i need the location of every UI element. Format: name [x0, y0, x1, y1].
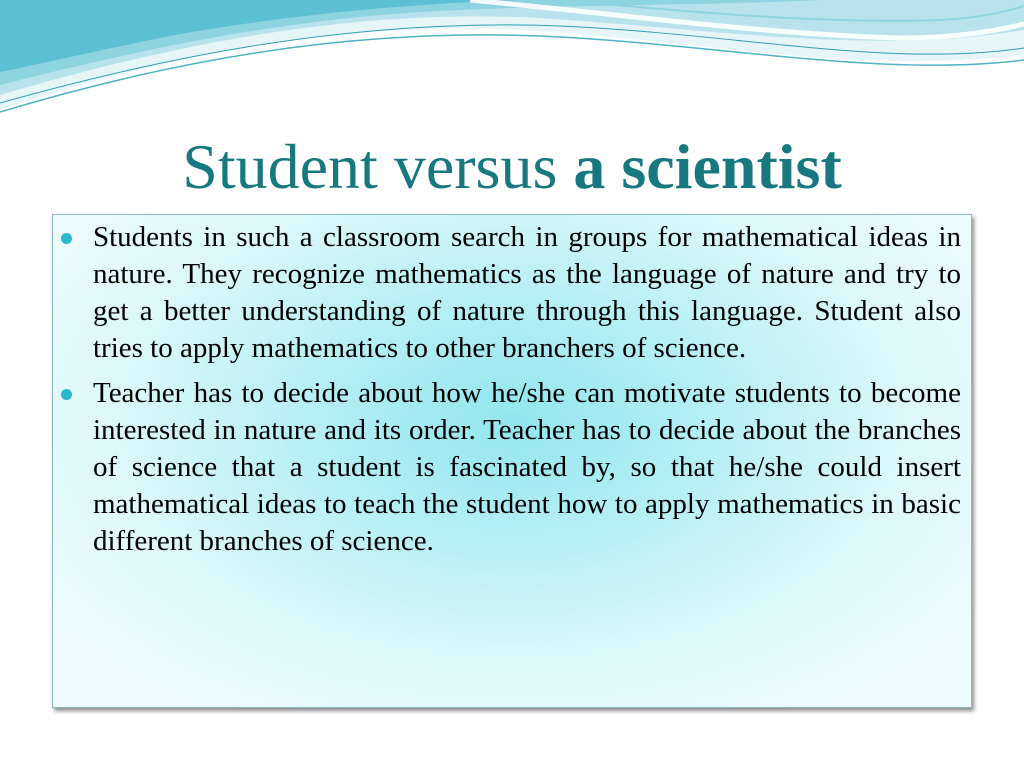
content-box	[52, 214, 972, 708]
bullet-icon	[61, 233, 72, 244]
bullet-item-students	[93, 219, 961, 367]
bullet-text-students: Students in such a classroom search in groups for mathematical ideas in nature. They recognize mathematics as the language of nature and try to get a better understanding of nature through this language. Student also tries to apply mathematics to other branchers of science.	[93, 221, 961, 364]
slide-title	[0, 125, 1024, 209]
bullet-item-teacher	[93, 375, 961, 560]
bullet-icon	[61, 389, 72, 400]
wave-decoration	[0, 0, 1024, 130]
bullet-text-teacher: Teacher has to decide about how he/she can motivate students to become interested in nature and its order. Teacher has to decide about the branches of science that a student is fascinated by, so that he/she could insert mathematical ideas to teach the student how to apply mathematics in basic different branches of science.	[93, 377, 961, 557]
slide-title-bold: a scientist	[573, 131, 842, 202]
slide-title-regular: Student versus	[182, 131, 574, 202]
bullet-list	[53, 215, 971, 560]
